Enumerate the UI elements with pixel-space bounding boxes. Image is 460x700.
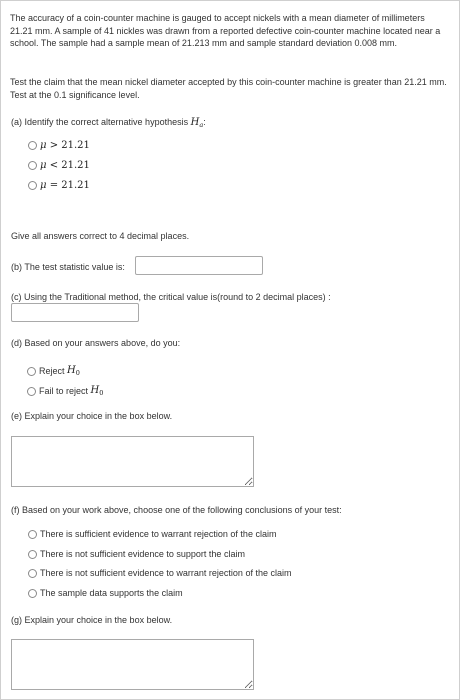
radio-button[interactable] <box>28 181 37 190</box>
fail-to-reject-null-option[interactable]: Fail to reject $H_0$ <box>27 385 103 397</box>
part-a-option-1[interactable]: μ > 21.21 <box>28 140 90 151</box>
radio-button[interactable] <box>28 530 37 539</box>
part-b-label: (b) The test statistic value is: <box>11 262 125 272</box>
reject-null-option[interactable]: Reject $H_0$ <box>27 365 80 377</box>
explanation-g-textarea[interactable] <box>11 639 254 690</box>
part-a-option-2[interactable]: μ < 21.21 <box>28 160 90 171</box>
problem-statement: The accuracy of a coin-counter machine is gauged to accept nickels with a mean diameter of millimeters 21.21 mm. A sample of 41 nickles was drawn from a reported defective coin-counter machine located near a school. The sample had a sample mean of 21.213 mm and sample standard deviation 0.008 mm. <box>10 13 441 48</box>
radio-button[interactable] <box>27 387 36 396</box>
radio-button[interactable] <box>28 141 37 150</box>
part-d-label: (d) Based on your answers above, do you: <box>11 338 181 348</box>
hypothesis-symbol: H <box>190 117 200 128</box>
claim-statement: Test the claim that the mean nickel diameter accepted by this coin-counter machine is greater than 21.21 mm. Test at the 0.1 significance level. <box>10 77 447 100</box>
radio-button[interactable] <box>28 589 37 598</box>
part-g-label: (g) Explain your choice in the box below. <box>11 615 173 625</box>
radio-button[interactable] <box>28 569 37 578</box>
instructions: Give all answers correct to 4 decimal places. <box>11 231 190 241</box>
radio-button[interactable] <box>28 161 37 170</box>
conclusion-option-3[interactable]: There is not sufficient evidence to warrant rejection of the claim <box>28 568 291 578</box>
test-statistic-input[interactable] <box>135 256 263 275</box>
critical-value-input[interactable] <box>11 303 139 322</box>
part-a-label: (a) Identify the correct alternative hypothesis $H_a$: <box>11 117 206 129</box>
part-e-label: (e) Explain your choice in the box below. <box>11 411 173 421</box>
conclusion-option-2[interactable]: There is not sufficient evidence to support the claim <box>28 549 245 559</box>
part-c-label: (c) Using the Traditional method, the critical value is(round to 2 decimal places) : <box>11 292 331 302</box>
conclusion-option-1[interactable]: There is sufficient evidence to warrant rejection of the claim <box>28 529 276 539</box>
radio-button[interactable] <box>28 550 37 559</box>
conclusion-option-4[interactable]: The sample data supports the claim <box>28 588 183 598</box>
radio-button[interactable] <box>27 367 36 376</box>
part-f-label: (f) Based on your work above, choose one of the following conclusions of your test: <box>11 505 342 515</box>
explanation-e-textarea[interactable] <box>11 436 254 487</box>
part-a-option-3[interactable]: μ = 21.21 <box>28 180 90 191</box>
